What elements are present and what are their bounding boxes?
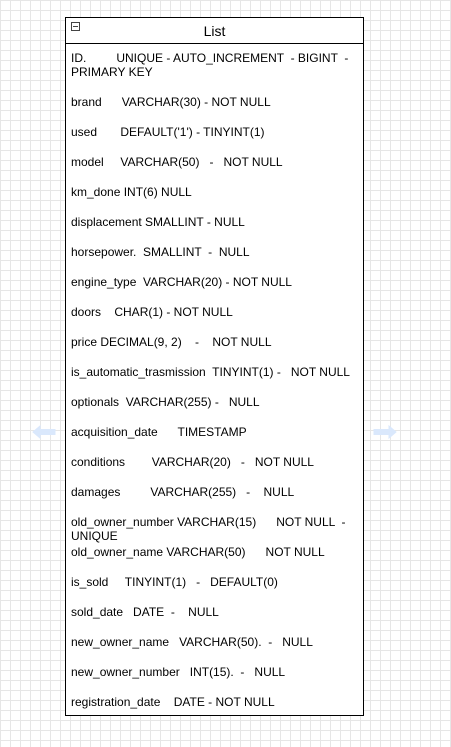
field-row-is-sold[interactable]: is_sold TINYINT(1) - DEFAULT(0) — [71, 575, 278, 589]
field-row-horsepower[interactable]: horsepower. SMALLINT - NULL — [71, 245, 250, 259]
list-table-entity[interactable] — [65, 17, 364, 716]
field-row-engine-type[interactable]: engine_type VARCHAR(20) - NOT NULL — [71, 275, 292, 289]
field-row-price[interactable]: price DECIMAL(9, 2) - NOT NULL — [71, 335, 272, 349]
field-row-old-owner-name[interactable]: old_owner_name VARCHAR(50) NOT NULL — [71, 545, 325, 559]
right-arrow-icon[interactable] — [373, 425, 397, 439]
field-row-damages[interactable]: damages VARCHAR(255) - NULL — [71, 485, 295, 499]
field-row-doors[interactable]: doors CHAR(1) - NOT NULL — [71, 305, 233, 319]
field-row-new-owner-name[interactable]: new_owner_name VARCHAR(50). - NULL — [71, 635, 313, 649]
field-row-displacement[interactable]: displacement SMALLINT - NULL — [71, 215, 245, 229]
field-row-km-done[interactable]: km_done INT(6) NULL — [71, 185, 192, 199]
field-row-model[interactable]: model VARCHAR(50) - NOT NULL — [71, 155, 283, 169]
field-row-conditions[interactable]: conditions VARCHAR(20) - NOT NULL — [71, 455, 314, 469]
field-row-id[interactable]: ID. UNIQUE - AUTO_INCREMENT - BIGINT - PRIMARY KEY — [71, 51, 352, 79]
field-row-new-owner-number[interactable]: new_owner_number INT(15). - NULL — [71, 665, 286, 679]
field-row-old-owner-number[interactable]: old_owner_number VARCHAR(15) NOT NULL - UNIQUE — [71, 515, 349, 543]
field-row-brand[interactable]: brand VARCHAR(30) - NOT NULL — [71, 95, 271, 109]
field-row-registration-date[interactable]: registration_date DATE - NOT NULL — [71, 695, 275, 709]
left-arrow-icon[interactable] — [32, 425, 56, 439]
field-row-sold-date[interactable]: sold_date DATE - NULL — [71, 605, 219, 619]
field-row-used[interactable]: used DEFAULT('1') - TINYINT(1) — [71, 125, 265, 139]
entity-title: List — [203, 23, 226, 39]
entity-header[interactable] — [66, 18, 363, 44]
field-row-acquisition-date[interactable]: acquisition_date TIMESTAMP — [71, 425, 247, 439]
field-row-is-automatic-trasmission[interactable]: is_automatic_trasmission TINYINT(1) - NOT NULL — [71, 365, 350, 379]
field-row-optionals[interactable]: optionals VARCHAR(255) - NULL — [71, 395, 260, 409]
